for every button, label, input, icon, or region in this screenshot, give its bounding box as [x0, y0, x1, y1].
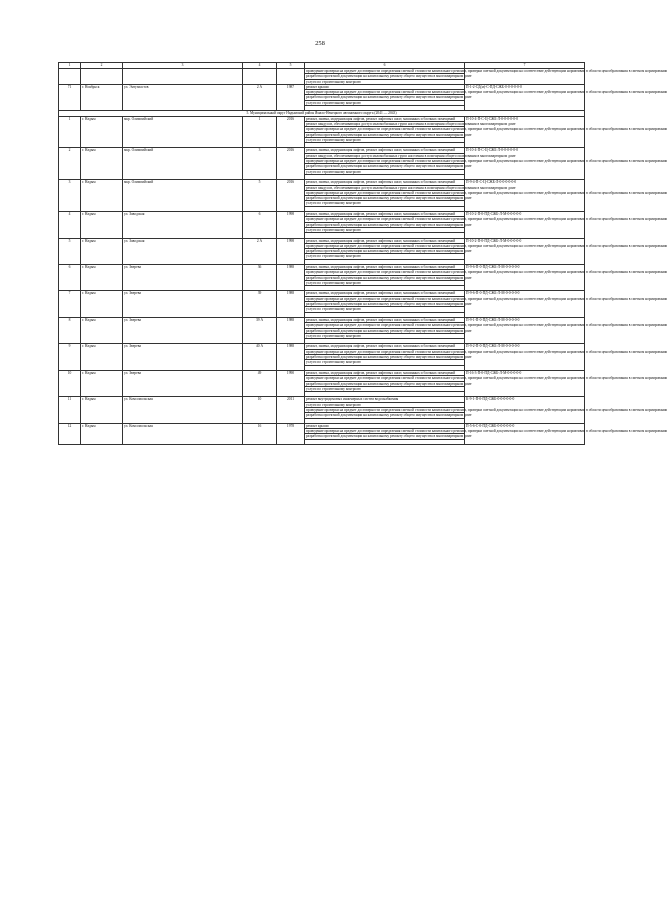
year-cell: 1978: [277, 423, 305, 444]
work-type-cell: разработка проектной документации на капитальному ремонту общего имущества в многоквартирном доме: [306, 381, 472, 386]
table-row: [59, 423, 585, 428]
city-cell: г. Надым: [81, 317, 123, 343]
house-number-cell: 40 А: [243, 344, 277, 370]
table-row: [59, 148, 585, 153]
table-row: [59, 397, 585, 402]
table-row: [59, 180, 585, 185]
work-type-cell: услуги по строительному контролю: [305, 79, 465, 84]
house-number-cell: [243, 69, 277, 85]
work-type-cell: ремонт, замена, модернизация лифтов, ремонт лифтовых шахт, машинных и блочных помещений: [305, 317, 465, 322]
work-type-cell: услуги по строительному контролю: [305, 137, 465, 142]
work-type-cell: услуги по строительному контролю: [305, 386, 465, 391]
table-row: [59, 116, 585, 121]
section-title: 5. Муниципальный округ Надымский район Ямало-Ненецкого автономного округа (2041 — 2043): [59, 111, 585, 116]
work-type-cell: ремонт, замена, модернизация лифтов, ремонт лифтовых шахт, машинных и блочных помещений: [305, 212, 465, 217]
work-type-cell: разработка проектной документации на капитальному ремонту общего имущества в многоквартирном доме: [306, 434, 472, 439]
work-type-cell: ремонт, замена, модернизация лифтов, ремонт лифтовых шахт, машинных и блочных помещений: [305, 370, 465, 375]
header-cell: 6: [305, 63, 465, 69]
header-cell: 1: [59, 63, 81, 69]
code-cell: П-9-4-П-С-Ц-СЖБ-Л-0-0-0-0-0-0: [465, 180, 585, 212]
table-row: [59, 291, 585, 296]
code-cell: П-9-1-П-0-ПД-СЖБ-Л-М-0-0-0-0-0: [465, 317, 585, 343]
street-cell: [123, 69, 243, 85]
house-number-cell: 6: [243, 212, 277, 238]
street-cell: мкр. Олимпийский: [123, 148, 243, 180]
work-type-cell: разработка проектной документации на капитальному ремонту общего имущества в многоквартирном доме: [306, 413, 472, 418]
year-cell: 1988: [277, 264, 305, 290]
year-cell: 1987: [277, 84, 305, 110]
row-number: 10: [59, 370, 81, 396]
row-number: 1: [59, 116, 81, 148]
house-number-cell: 36: [243, 264, 277, 290]
house-number-cell: 2 А: [243, 84, 277, 110]
table-row: [59, 238, 585, 243]
street-cell: ул. Зверева: [123, 291, 243, 317]
work-type-cell: разработка проектной документации на капитальному ремонту общего имущества в многоквартирном доме: [306, 196, 472, 201]
table-row: [59, 212, 585, 217]
street-cell: мкр. Олимпийский: [123, 116, 243, 148]
city-cell: г. Ноябрьск: [81, 84, 123, 110]
street-cell: ул. Заводская: [123, 212, 243, 238]
row-number: 6: [59, 264, 81, 290]
header-cell: 4: [243, 63, 277, 69]
city-cell: г. Надым: [81, 423, 123, 444]
table-row: [59, 264, 585, 269]
year-cell: 1988: [277, 344, 305, 370]
work-type-cell: разработка проектной документации на капитальному ремонту общего имущества в многоквартирном доме: [306, 74, 472, 79]
year-cell: 1998: [277, 238, 305, 264]
work-type-cell: проведение проверки на предмет достоверности определения сметной стоимости капитального ремонта, проверки сметной документации на соответствие действующим нормативам в области ценообразования в сметном нормировании: [306, 90, 667, 95]
work-type-cell: проведение проверки на предмет достоверности определения сметной стоимости капитального ремонта, проверки сметной документации на соответствие действующим нормативам в области ценообразования в сметном нормировании: [306, 217, 667, 222]
work-type-cell: [305, 439, 465, 444]
city-cell: г. Надым: [81, 212, 123, 238]
code-cell: П-9-6-П-0-ПД-СЖБ-Л-М-0-0-0-0-0: [465, 291, 585, 317]
code-cell: П-9-2-П-0-ПД-СЖБ-Л-М-0-0-0-0-0: [465, 344, 585, 370]
work-type-cell: разработка проектной документации на капитальному ремонту общего имущества в многоквартирном доме: [306, 355, 472, 360]
year-cell: 2011: [277, 397, 305, 423]
street-cell: ул. Комсомольская: [123, 397, 243, 423]
work-type-cell: услуги по строительному контролю: [305, 333, 465, 338]
work-type-cell: услуги по строительному контролю: [305, 307, 465, 312]
table-row: [59, 84, 585, 89]
row-number: 8: [59, 317, 81, 343]
header-cell: 3: [123, 63, 243, 69]
work-type-cell: проведение проверки на предмет достоверности определения сметной стоимости капитального ремонта, проверки сметной документации на соответствие действующим нормативам в области ценообразования в сметном нормировании: [306, 323, 667, 328]
year-cell: 1988: [277, 317, 305, 343]
work-type-cell: проведение проверки на предмет достоверности определения сметной стоимости капитального ремонта, проверки сметной документации на соответствие действующим нормативам в области ценообразования в сметном нормировании: [306, 159, 667, 164]
work-type-cell: разработка проектной документации на капитальному ремонту общего имущества в многоквартирном доме: [306, 302, 472, 307]
work-type-cell: проведение проверки на предмет достоверности определения сметной стоимости капитального ремонта, проверки сметной документации на соответствие действующим нормативам в области ценообразования в сметном нормировании: [306, 190, 667, 195]
table-row: [59, 69, 585, 74]
city-cell: г. Надым: [81, 180, 123, 212]
city-cell: г. Надым: [81, 264, 123, 290]
house-number-cell: 39: [243, 291, 277, 317]
work-type-cell: ремонт пандусов, обеспечивающих доступ маломобильных групп населения в помещения общего пользования в многоквартирном доме: [306, 121, 516, 126]
house-number-cell: 5: [243, 180, 277, 212]
street-cell: ул. Комсомольская: [123, 423, 243, 444]
work-type-cell: ремонт, замена, модернизация лифтов, ремонт лифтовых шахт, машинных и блочных помещений: [305, 291, 465, 296]
year-cell: 1988: [277, 291, 305, 317]
house-number-cell: 49: [243, 370, 277, 396]
work-type-cell: услуги по строительному контролю: [305, 169, 465, 174]
code-cell: П-10-4-П-С-Ц-СЖБ-Л-0-0-0-0-0-0: [465, 148, 585, 180]
work-type-cell: услуги по строительному контролю: [305, 280, 465, 285]
code-cell: П-5-6-С-0-ПД-СЖБ-0-0-0-0-0-0: [465, 423, 585, 444]
code-cell: П-1-2-СД(м)-С-ПД-СЖБ-0-0-0-0-0-0: [465, 84, 585, 110]
work-type-cell: ремонт крыши: [305, 84, 465, 89]
work-type-cell: разработка проектной документации на капитальному ремонту общего имущества в многоквартирном доме: [306, 95, 472, 100]
work-type-cell: услуги по строительному контролю: [305, 254, 465, 259]
table-row: [59, 344, 585, 349]
work-type-cell: ремонт пандусов, обеспечивающих доступ маломобильных групп населения в помещения общего пользования в многоквартирном доме: [306, 185, 516, 190]
work-type-cell: разработка проектной документации на капитальному ремонту общего имущества в многоквартирном доме: [306, 328, 472, 333]
code-cell: П-10-2-П-0-ПД-СЖБ-Л-М-0-0-0-0-0: [465, 238, 585, 264]
street-cell: мкр. Олимпийский: [123, 180, 243, 212]
work-type-cell: разработка проектной документации на капитальному ремонту общего имущества в многоквартирном доме: [306, 222, 472, 227]
city-cell: г. Надым: [81, 116, 123, 148]
row-number: 7: [59, 291, 81, 317]
work-type-cell: ремонт, замена, модернизация лифтов, ремонт лифтовых шахт, машинных и блочных помещений: [305, 344, 465, 349]
row-number: 5: [59, 238, 81, 264]
page-number: 258: [315, 40, 325, 47]
row-number: 9: [59, 344, 81, 370]
work-type-cell: услуги по строительному контролю: [305, 402, 465, 407]
city-cell: г. Надым: [81, 370, 123, 396]
street-cell: ул. Зверева: [123, 344, 243, 370]
house-number-cell: 3: [243, 148, 277, 180]
work-type-cell: услуги по строительному контролю: [305, 360, 465, 365]
work-type-cell: услуги по строительному контролю: [305, 227, 465, 232]
city-cell: г. Надым: [81, 148, 123, 180]
code-cell: П-10-2-П-0-ПД-СЖБ-Л-М-0-0-0-0-0: [465, 212, 585, 238]
header-cell: 5: [277, 63, 305, 69]
table-body: [59, 63, 667, 445]
city-cell: г. Надым: [81, 344, 123, 370]
street-cell: ул. Заводская: [123, 238, 243, 264]
street-cell: ул. Энтузиастов: [123, 84, 243, 110]
city-cell: [81, 69, 123, 85]
work-type-cell: проведение проверки на предмет достоверности определения сметной стоимости капитального ремонта, проверки сметной документации на соответствие действующим нормативам в области ценообразования в сметном нормировании: [306, 296, 667, 301]
code-cell: П-10-4-П-С-Ц-СЖБ-Л-0-0-0-0-0-0: [465, 116, 585, 148]
row-number: 2: [59, 148, 81, 180]
work-type-cell: проведение проверки на предмет достоверности определения сметной стоимости капитального ремонта, проверки сметной документации на соответствие действующим нормативам в области ценообразования в сметном нормировании: [306, 408, 667, 412]
capital-repair-table: [58, 62, 667, 445]
year-cell: 2016: [277, 116, 305, 148]
year-cell: 2016: [277, 180, 305, 212]
year-cell: 2016: [277, 148, 305, 180]
code-cell: К-9-1-П-0-ПД-СЖБ-0-0-0-0-0-0: [465, 397, 585, 423]
city-cell: г. Надым: [81, 238, 123, 264]
work-type-cell: ремонт крыши: [305, 423, 465, 428]
row-number: 4: [59, 212, 81, 238]
work-type-cell: проведение проверки на предмет достоверности определения сметной стоимости капитального ремонта, проверки сметной документации на соответствие действующим нормативам в области ценообразования в сметном нормировании: [306, 69, 667, 73]
table-row: [59, 317, 585, 322]
house-number-cell: 1: [243, 116, 277, 148]
work-type-cell: ремонт, замена, модернизация лифтов, ремонт лифтовых шахт, машинных и блочных помещений: [305, 238, 465, 243]
work-type-cell: проведение проверки на предмет достоверности определения сметной стоимости капитального ремонта, проверки сметной документации на соответствие действующим нормативам в области ценообразования в сметном нормировании: [306, 270, 667, 275]
row-number: 11: [59, 397, 81, 423]
year-cell: 1998: [277, 212, 305, 238]
house-number-cell: 39 А: [243, 317, 277, 343]
work-type-cell: проведение проверки на предмет достоверности определения сметной стоимости капитального ремонта, проверки сметной документации на соответствие действующим нормативам в области ценообразования в сметном нормировании: [306, 376, 667, 381]
work-type-cell: ремонт пандусов, обеспечивающих доступ маломобильных групп населения в помещения общего пользования в многоквартирном доме: [306, 153, 516, 158]
street-cell: ул. Зверева: [123, 317, 243, 343]
row-number: 71: [59, 84, 81, 110]
street-cell: ул. Зверева: [123, 370, 243, 396]
work-type-cell: разработка проектной документации на капитальному ремонту общего имущества в многоквартирном доме: [306, 132, 472, 137]
work-type-cell: проведение проверки на предмет достоверности определения сметной стоимости капитального ремонта, проверки сметной документации на соответствие действующим нормативам в области ценообразования в сметном нормировании: [306, 349, 667, 354]
street-cell: ул. Зверева: [123, 264, 243, 290]
row-number: 3: [59, 180, 81, 212]
header-cell: 2: [81, 63, 123, 69]
work-type-cell: проведение проверки на предмет достоверности определения сметной стоимости капитального ремонта, проверки сметной документации на соответствие действующим нормативам в области ценообразования в сметном нормировании: [306, 429, 667, 434]
work-type-cell: проведение проверки на предмет достоверности определения сметной стоимости капитального ремонта, проверки сметной документации на соответствие действующим нормативам в области ценообразования в сметном нормировании: [306, 127, 667, 132]
code-cell: П-9-6-П-0-ПД-СЖБ-Л-М-0-0-0-0-0: [465, 264, 585, 290]
row-number: 12: [59, 423, 81, 444]
year-cell: 1990: [277, 370, 305, 396]
code-cell: П-16-3-П-0-ПД-СЖБ-Л-М-0-0-0-0-0: [465, 370, 585, 396]
work-type-cell: ремонт, замена, модернизация лифтов, ремонт лифтовых шахт, машинных и блочных помещений: [305, 264, 465, 269]
row-number: [59, 69, 81, 85]
house-number-cell: 2 А: [243, 238, 277, 264]
work-type-cell: ремонт, замена, модернизация лифтов, ремонт лифтовых шахт, машинных и блочных помещений: [305, 116, 465, 121]
city-cell: г. Надым: [81, 397, 123, 423]
work-type-cell: разработка проектной документации на капитальному ремонту общего имущества в многоквартирном доме: [306, 275, 472, 280]
city-cell: г. Надым: [81, 291, 123, 317]
work-type-cell: услуги по строительному контролю: [305, 201, 465, 206]
work-type-cell: ремонт, замена, модернизация лифтов, ремонт лифтовых шахт, машинных и блочных помещений: [305, 180, 465, 185]
work-type-cell: ремонт, замена, модернизация лифтов, ремонт лифтовых шахт, машинных и блочных помещений: [305, 148, 465, 153]
house-number-cell: 10: [243, 397, 277, 423]
work-type-cell: разработка проектной документации на капитальному ремонту общего имущества в многоквартирном доме: [306, 249, 472, 254]
work-type-cell: проведение проверки на предмет достоверности определения сметной стоимости капитального ремонта, проверки сметной документации на соответствие действующим нормативам в области ценообразования в сметном нормировании: [306, 243, 667, 248]
work-type-cell: услуги по строительному контролю: [305, 100, 465, 105]
header-cell: 7: [465, 63, 585, 69]
work-type-cell: ремонт внутридомовых инженерных систем водоснабжения: [305, 397, 465, 402]
document-table-container: [58, 62, 667, 445]
work-type-cell: разработка проектной документации на капитальному ремонту общего имущества в многоквартирном доме: [306, 164, 472, 169]
house-number-cell: 16: [243, 423, 277, 444]
year-cell: [277, 69, 305, 85]
table-row: [59, 370, 585, 375]
